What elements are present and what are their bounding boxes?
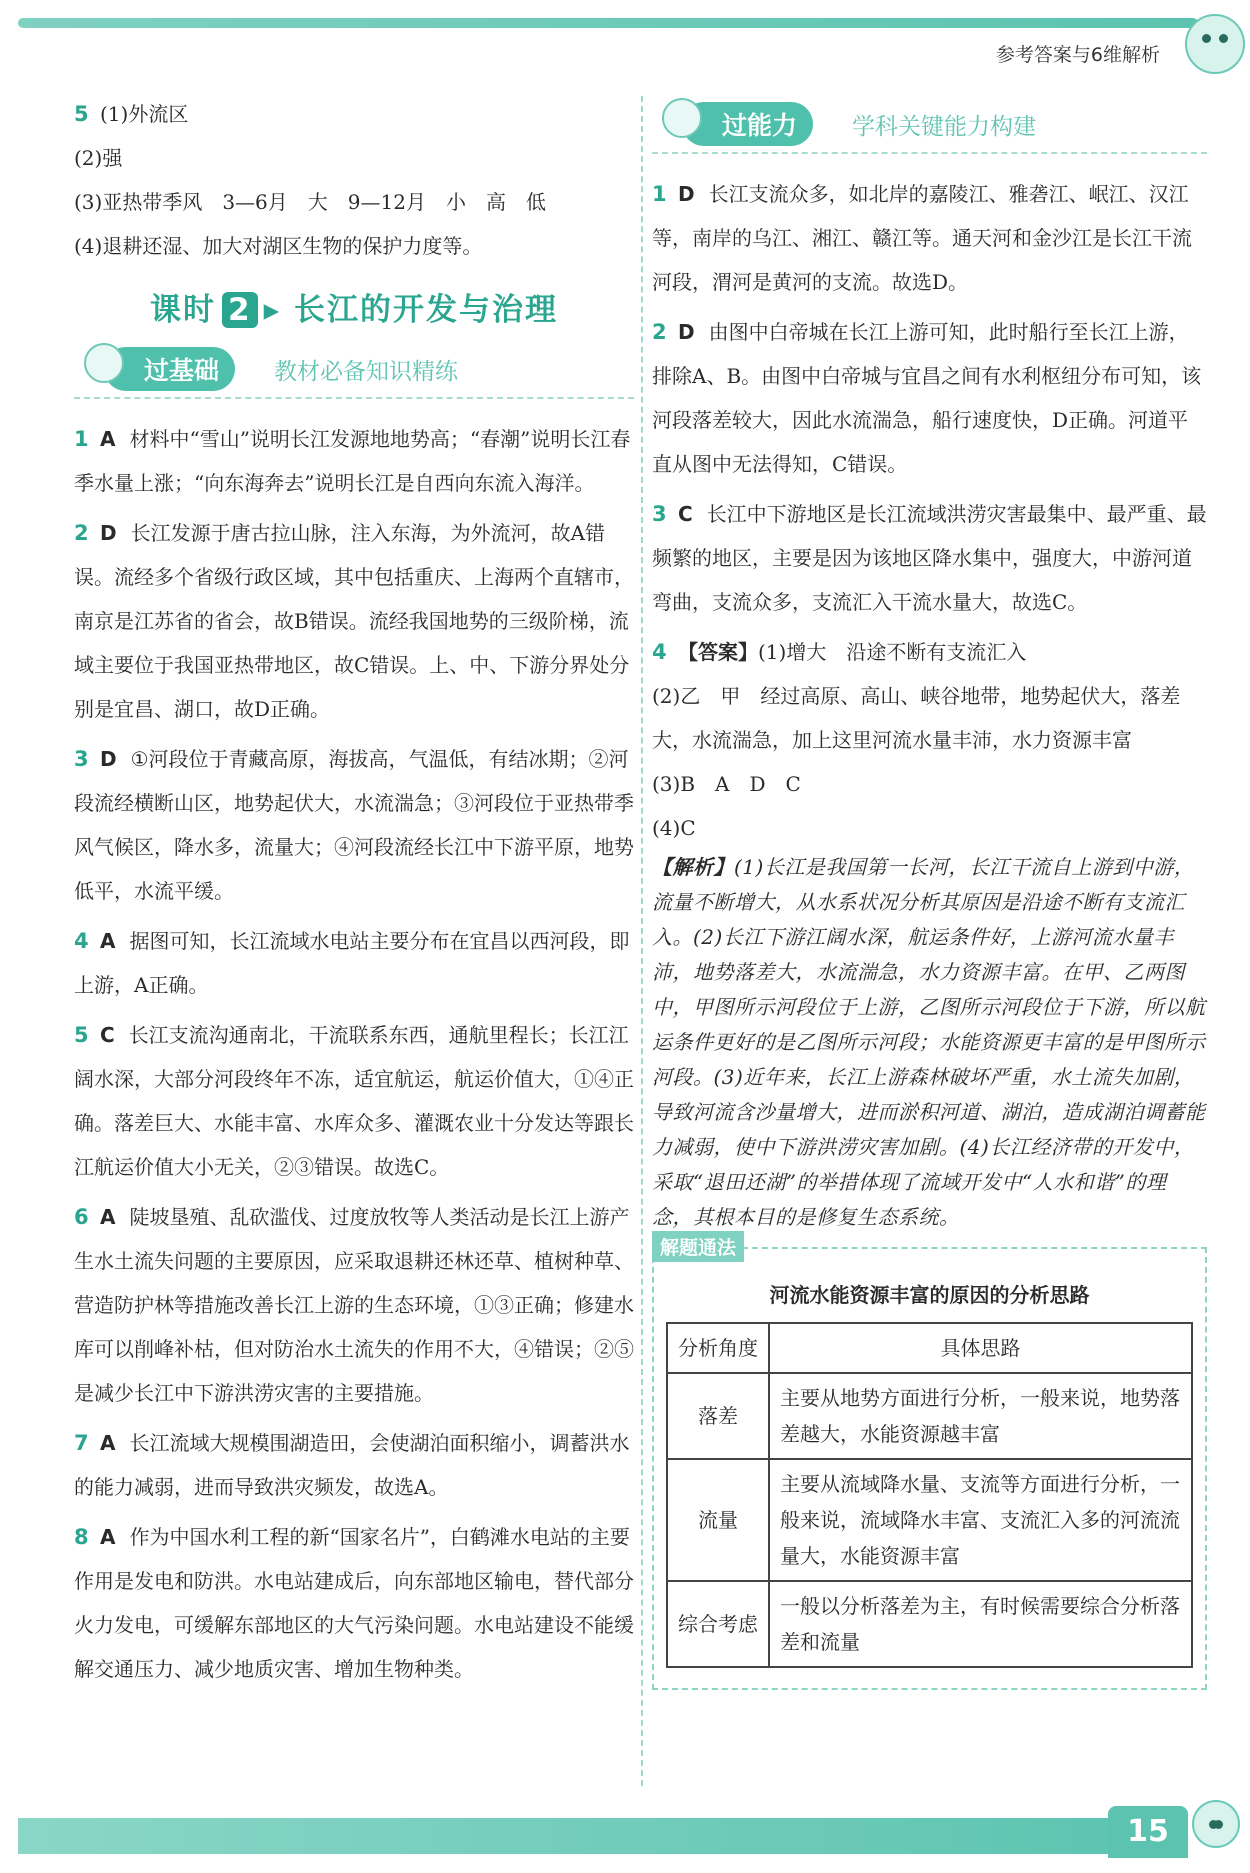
section-banner-ability <box>652 98 1207 154</box>
mascot-icon <box>1185 14 1245 74</box>
item-number: 3 <box>74 747 89 771</box>
analysis-text: (1)长江是我国第一长河，长江干流自上游到中游，流量不断增大，从水系状况分析其原因是沿途不断有支流汇入。(2)长江下游江阔水深，航运条件好，上游河流水量丰沛，地势落差大，水流湍急，水力资源丰富。在甲、乙两图中，甲图所示河段位于上游，乙图所示河段位于下游，所以航运条件更好的是乙图所示河段；水能资源更丰富的是甲图所示河段。(3)近年来，长江上游森林破坏严重，水土流失加剧，导致河流含沙量增大，进而淤积河道、湖泊，造成湖泊调蓄能力减弱，使中下游洪涝灾害加剧。(4)长江经济带的开发中，采取“退田还湖”的举措体现了流域开发中“人水和谐”的理念，其根本目的是修复生态系统。 <box>652 855 1206 1229</box>
banner-tag: 过能力 <box>682 102 813 146</box>
item-number: 7 <box>74 1431 89 1455</box>
banner-underline <box>652 152 1207 154</box>
item-number: 4 <box>652 640 667 664</box>
item-explanation: 长江发源于唐古拉山脉，注入东海，为外流河，故A错误。流经多个省级行政区域，其中包括重庆、上海两个直辖市，南京是江苏省的省会，故B错误。流经我国地势的三级阶梯，流域主要位于我国亚热带地区，故C错误。上、中、下游分界处分别是宜昌、湖口，故D正确。 <box>74 521 634 721</box>
item-answer: A <box>100 427 116 451</box>
item-answer: A <box>100 1431 116 1455</box>
item-explanation: 长江支流沟通南北，干流联系东西，通航里程长；长江江阔水深，大部分河段终年不冻，适宜航运，航运价值大，①④正确。落差巨大、水能丰富、水库众多、灌溉农业十分发达等跟长江航运价值大小无关，②③错误。故选C。 <box>74 1023 634 1179</box>
answer-item <box>74 1195 634 1415</box>
lesson-name: 长江的开发与治理 <box>293 292 558 328</box>
answer-item <box>652 172 1207 304</box>
table-cell: 主要从地势方面进行分析，一般来说，地势落差越大，水能资源越丰富 <box>769 1373 1192 1459</box>
table-row <box>667 1581 1192 1667</box>
item-explanation: 长江流域大规模围湖造田，会使湖泊面积缩小，调蓄洪水的能力减弱，进而导致洪灾频发，故选A。 <box>74 1431 630 1499</box>
left-column <box>74 92 634 1697</box>
answer-item <box>74 1421 634 1509</box>
column-divider <box>641 96 643 1786</box>
table-row <box>667 1459 1192 1581</box>
answer-line: (1)增大 沿途不断有支流汇入 <box>758 640 1027 664</box>
right-column <box>652 92 1207 1690</box>
top-decor-bar <box>18 18 1198 28</box>
bottom-decor-bar <box>18 1818 1178 1854</box>
lesson-number: 2 <box>222 292 258 328</box>
item-answer: D <box>678 182 695 206</box>
answer-item <box>74 737 634 913</box>
mascot-icon <box>84 343 124 383</box>
method-table <box>666 1322 1193 1668</box>
method-box <box>652 1237 1207 1690</box>
table-row <box>667 1373 1192 1459</box>
answer-line: (4)C <box>652 816 696 840</box>
q5-top <box>74 92 634 268</box>
mascot-icon <box>662 98 702 138</box>
table-header-row <box>667 1323 1192 1373</box>
item-answer: A <box>100 929 116 953</box>
table-cell: 综合考虑 <box>667 1581 769 1667</box>
header-title: 参考答案与6维解析 <box>995 44 1160 66</box>
table-cell: 落差 <box>667 1373 769 1459</box>
answer-item <box>652 310 1207 486</box>
method-tag: 解题通法 <box>652 1231 744 1262</box>
item-answer: D <box>100 747 117 771</box>
answer-item-4 <box>652 630 1207 1235</box>
banner-tag: 过基础 <box>104 347 235 391</box>
item-answer: D <box>678 320 695 344</box>
item-explanation: 长江中下游地区是长江流域洪涝灾害最集中、最严重、最频繁的地区，主要是因为该地区降水集中，强度大，中游河道弯曲，支流众多，支流汇入干流水量大，故选C。 <box>652 502 1207 614</box>
item-answer: C <box>678 502 693 526</box>
item-number: 1 <box>74 427 89 451</box>
banner-underline <box>74 397 634 399</box>
item-number: 5 <box>74 102 89 126</box>
item-number: 3 <box>652 502 667 526</box>
item-answer: A <box>100 1525 116 1549</box>
answer-item <box>74 919 634 1007</box>
item-explanation: 据图可知，长江流域水电站主要分布在宜昌以西河段，即上游，A正确。 <box>74 929 630 997</box>
answer-line: (1)外流区 <box>100 102 189 126</box>
item-explanation: ①河段位于青藏高原，海拔高，气温低，有结冰期；②河段流经横断山区，地势起伏大，水流湍急；③河段位于亚热带季风气候区，降水多，流量大；④河段流经长江中下游平原，地势低平，水流平缓。 <box>74 747 634 903</box>
item-number: 4 <box>74 929 89 953</box>
analysis-label: 【解析】 <box>652 855 734 879</box>
arrow-icon: ▸ <box>263 292 294 328</box>
item-explanation: 作为中国水利工程的新“国家名片”，白鹤滩水电站的主要作用是发电和防洪。水电站建成后，向东部地区输电，替代部分火力发电，可缓解东部地区的大气污染问题。水电站建设不能缓解交通压力、减少地质灾害、增加生物种类。 <box>74 1525 634 1681</box>
item-explanation: 材料中“雪山”说明长江发源地地势高；“春潮”说明长江春季水量上涨；“向东海奔去”说明长江是自西向东流入海洋。 <box>74 427 631 495</box>
table-cell: 主要从流域降水量、支流等方面进行分析，一般来说，流域降水丰富、支流汇入多的河流流量大，水能资源丰富 <box>769 1459 1192 1581</box>
item-explanation: 由图中白帝城在长江上游可知，此时船行至长江上游，排除A、B。由图中白帝城与宜昌之间有水利枢纽分布可知，该河段落差较大，因此水流湍急，船行速度快，D正确。河道平直从图中无法得知，C错误。 <box>652 320 1202 476</box>
item-answer: A <box>100 1205 116 1229</box>
item-number: 2 <box>652 320 667 344</box>
table-header: 分析角度 <box>667 1323 769 1373</box>
answer-line: (2)强 <box>74 146 123 170</box>
lesson-title <box>74 284 634 329</box>
answer-item <box>74 511 634 731</box>
item-answer: D <box>100 521 117 545</box>
answer-line: (2)乙 甲 经过高原、高山、峡谷地带，地势起伏大，落差大，水流湍急，加上这里河流水量丰沛，水力资源丰富 <box>652 684 1181 752</box>
answer-item <box>74 1013 634 1189</box>
mascot-icon <box>1192 1800 1240 1848</box>
lesson-prefix: 课时 <box>150 292 217 328</box>
answer-item <box>74 417 634 505</box>
answer-item <box>74 1515 634 1691</box>
item-number: 5 <box>74 1023 89 1047</box>
item-explanation: 陡坡垦殖、乱砍滥伐、过度放牧等人类活动是长江上游产生水土流失问题的主要原因，应采取退耕还林还草、植树种草、营造防护林等措施改善长江上游的生态环境，①③正确；修建水库可以削峰补枯，但对防治水土流失的作用不大，④错误；②⑤是减少长江中下游洪涝灾害的主要措施。 <box>74 1205 634 1405</box>
section-banner-basic <box>74 343 634 399</box>
answer-line: (3)亚热带季风 3—6月 大 9—12月 小 高 低 <box>74 190 546 214</box>
method-title: 河流水能资源丰富的原因的分析思路 <box>769 1283 1090 1307</box>
item-number: 2 <box>74 521 89 545</box>
item-answer: C <box>100 1023 115 1047</box>
answer-line: (3)B A D C <box>652 772 801 796</box>
item-number: 1 <box>652 182 667 206</box>
banner-subtitle: 教材必备知识精练 <box>274 359 458 385</box>
item-number: 6 <box>74 1205 89 1229</box>
table-cell: 一般以分析落差为主，有时候需要综合分析落差和流量 <box>769 1581 1192 1667</box>
table-header: 具体思路 <box>769 1323 1192 1373</box>
banner-subtitle: 学科关键能力构建 <box>852 114 1036 140</box>
page-number: 15 <box>1108 1806 1188 1858</box>
item-explanation: 长江支流众多，如北岸的嘉陵江、雅砻江、岷江、汉江等，南岸的乌江、湘江、赣江等。通天河和金沙江是长江干流河段，渭河是黄河的支流。故选D。 <box>652 182 1192 294</box>
table-cell: 流量 <box>667 1459 769 1581</box>
answer-label: 【答案】 <box>678 640 758 664</box>
item-number: 8 <box>74 1525 89 1549</box>
answer-line: (4)退耕还湿、加大对湖区生物的保护力度等。 <box>74 234 483 258</box>
answer-item <box>652 492 1207 624</box>
